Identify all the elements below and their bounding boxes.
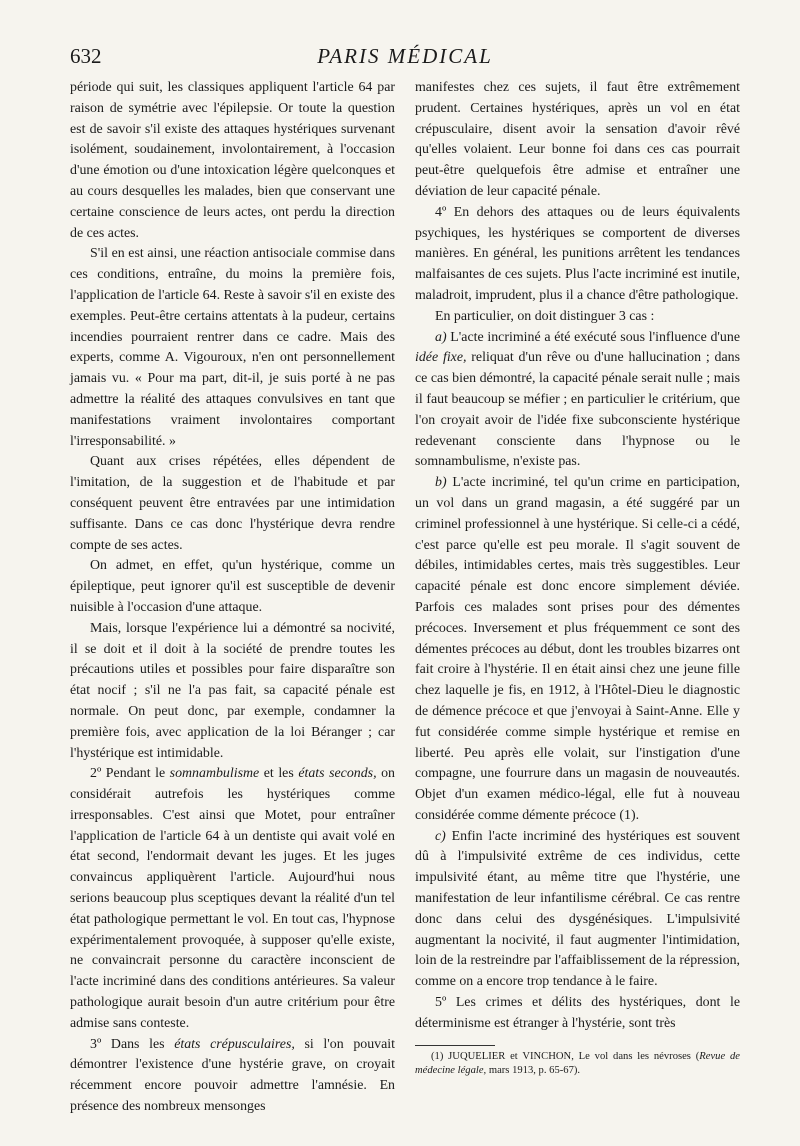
- running-title: PARIS MÉDICAL: [317, 44, 493, 68]
- text-run: et les: [259, 766, 299, 782]
- footnote: [415, 1050, 740, 1078]
- paragraph: En particulier, on doit distinguer 3 cas :: [435, 308, 655, 324]
- paragraph: manifestes chez ces sujets, il faut être extrêmement prudent. Certaines hystériques, après un vol en état crépusculaire, disent avoir la sensation d'avoir rêvé qu'elles volaient. Leur bonne foi dans ces cas pourrait peut-être quelquefois être admise et entraîner une déviation de leur capacité pénale.: [415, 80, 740, 199]
- list-label: c): [435, 828, 446, 844]
- text-run: Enfin l'acte incriminé des hystériques est souvent dû à l'impulsivité extrême de ces individus, cette impulsivité étant, au même titre que l'hystérie, une manifestation de leur infantilisme cérébral. Ce cas rentre donc dans celui des dysgénésiques. L'impulsivité augmentant la nocivité, il faut augmenter l'intimidation, loin de la restreindre par l'affaiblissement de la répression, comme on a encore trop tendance à le faire.: [415, 828, 740, 990]
- paragraph: [415, 328, 740, 474]
- paragraph: S'il en est ainsi, une réaction antisociale commise dans ces conditions, entraîne, du moins la première fois, l'application de l'article 64. Reste à savoir s'il en existe des exemples. Peut-être certains attentats à la pudeur, certains incendies pourraient rentrer dans ce cadre. Mais des experts, comme A. Vigouroux, n'en ont personnellement jamais vu. « Pour ma part, dit-il, je suis porté à ne pas admettre la réalité des attaques convulsives en tant que manifestations vraiment involontaires comportant l'irresponsabilité. »: [70, 246, 395, 449]
- page: [70, 40, 740, 1115]
- paragraph: 4º En dehors des attaques ou de leurs équivalents psychiques, les hystériques se comportent de diverses manières. En général, les punitions arrêtent les tendances malfaisantes de ces sujets. Plus l'acte incriminé est inutile, maladroit, imprudent, plus il a chance d'être pathologique.: [415, 204, 740, 303]
- paragraph: 5º Les crimes et délits des hystériques, dont le déterminisme est étranger à l'hystérie, sont très: [415, 995, 740, 1031]
- right-column: [415, 78, 740, 1078]
- page-header: [70, 40, 740, 78]
- emphasis: états seconds,: [298, 766, 377, 782]
- paragraph: période qui suit, les classiques appliquent l'article 64 par raison de symétrie avec l'épilepsie. Or toute la question est de savoir s'il existe des attaques hystériques survenant isolément, soudainement, involontairement, à l'occasion d'une émotion ou d'une intoxication légère quelconques et au cours desquelles les malades, bien que conservant une certaine conscience de leurs actes, ont perdu la direction de ces actes.: [70, 80, 395, 241]
- left-column: [70, 78, 395, 1118]
- emphasis: idée fixe,: [415, 350, 467, 366]
- text-run: L'acte incriminé, tel qu'un crime en participation, un vol dans un grand magasin, a été suggéré par un criminel professionnel à une hystérique. Si celle-ci a cédé, c'est parce qu'elle est peu morale. Il s'agit souvent de débiles, intimidables certes, mais très suggestibles. Leur capacité pénale est donc encore simplement déviée. Parfois ces malades sont prises pour des démentes précoces. Inversement et plus fréquemment ce sont des démentes précoces au début, dont les troubles bizarres ont fait croire à l'hystérie. Il en était ainsi chez une jeune fille chez laquelle je fis, en 1912, à l'Hôtel-Dieu le diagnostic de démence précoce et que j'envoyai à Saint-Anne. Elle y fut considérée comme simple hystérique et remise en liberté. Peu après elle volait, sur l'instigation d'une compagne, une fourrure dans un magasin de nouveautés. Objet d'un examen médico-légal, elle fut à nouveau considérée comme démente précoce (1).: [415, 475, 740, 823]
- text-run: 2º Pendant le: [90, 766, 170, 782]
- page-number: 632: [70, 44, 102, 68]
- list-label: a): [435, 329, 447, 345]
- text-run: si l'on pouvait démontrer l'existence d'une hystérie grave, on croyait récemment encore pouvoir admettre l'amnésie. En présence des nombreux mensonges: [70, 1036, 395, 1115]
- text-run: L'acte incriminé a été exécuté sous l'influence d'une: [446, 329, 740, 345]
- paragraph: [70, 764, 395, 1034]
- text-run: 3º Dans les: [90, 1036, 175, 1052]
- list-label: b): [435, 475, 447, 491]
- emphasis: Revue de médecine légale,: [415, 1050, 740, 1076]
- text-run: (1) JUQUELIER et VINCHON, Le vol dans les névroses (: [431, 1050, 700, 1062]
- text-run: on considérait autrefois les hystériques comme irresponsables. C'est ainsi que Motet, pour entraîner l'application de l'article 64 à un dentiste qui avait volé en état second, l'endormait devant les juges. Et les juges convaincus appliquèrent l'article. Aujourd'hui nous serions beaucoup plus sceptiques devant la réalité d'un tel état pathologique permettant le vol. En tout cas, l'hypnose expérimentalement provoquée, à supposer qu'elle existe, ne convaincrait personne du caractère inconscient de l'acte incriminé dans des conditions antérieures. Sa valeur pathologique aurait besoin d'un autre critérium pour être admise sans conteste.: [70, 766, 395, 1031]
- paragraph: [415, 473, 740, 827]
- paragraph: Quant aux crises répétées, elles dépendent de l'imitation, de la suggestion et de l'habitude et par conséquent peuvent être entravées par une intimidation suffisante. Dans ce cas donc l'hystérique devra rendre compte de ses actes.: [70, 454, 395, 553]
- paragraph: On admet, en effet, qu'un hystérique, comme un épileptique, peut ignorer qu'il est susceptible de devenir nuisible à l'occasion d'une attaque.: [70, 558, 395, 615]
- emphasis: somnambulisme: [169, 766, 260, 782]
- text-run: mars 1913, p. 65-67).: [486, 1064, 581, 1076]
- emphasis: états crépusculaires,: [174, 1036, 295, 1052]
- paragraph: Mais, lorsque l'expérience lui a démontré sa nocivité, il se doit et il doit à la société de prendre toutes les précautions utiles et possibles pour faire disparaître son état nocif ; s'il ne l'a pas fait, sa capacité pénale est normale. On peut donc, par exemple, condamner la première fois, avec application de la loi Béranger ; car l'hystérique est intimidable.: [70, 620, 395, 761]
- text-run: reliquat d'un rêve ou d'une hallucination ; dans ce cas bien démontré, la capacité pénale serait nulle ; mais il faut beaucoup se méfier ; en particulier le critérium, que l'on croyait avoir de l'idée fixe subconsciente hystérique redevenant consciente dans l'hypnose ou le somnambulisme, n'existe pas.: [415, 350, 740, 470]
- paragraph: [415, 827, 740, 993]
- paragraph: [70, 1035, 395, 1118]
- footnote-divider: [415, 1045, 495, 1046]
